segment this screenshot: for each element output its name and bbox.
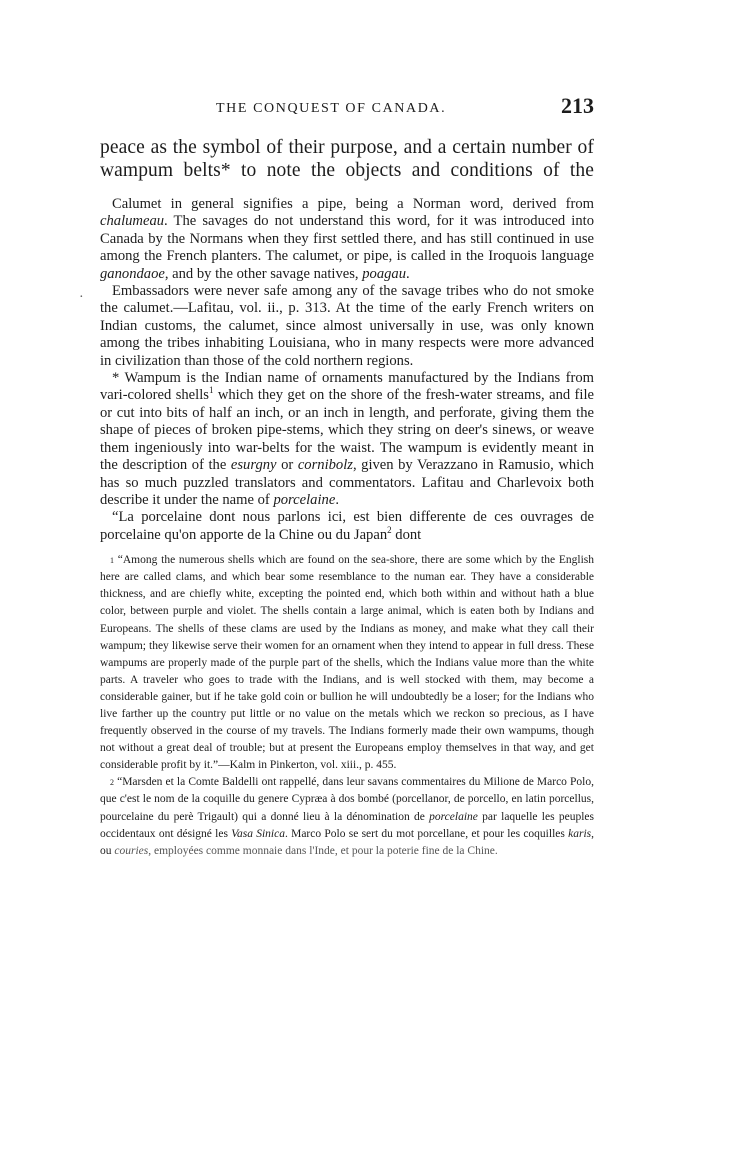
main-text: peace as the symbol of their purpose, and a certain number of wampum belts* to note the objects and conditions of the	[100, 137, 594, 181]
book-page	[100, 92, 594, 860]
footnote-ref-2: 2	[387, 524, 392, 535]
running-title: THE CONQUEST OF CANADA.	[216, 101, 447, 116]
footnote-2: 2 “Marsden et la Comte Baldelli ont rappellé, dans leur savans commentaires du Milione de Marco Polo, que c'est le nom de la coquille du genere Cypræa à dos bombé (porcellanor, de porcello, en latin porcellus, pourcelaine du perè Trigault) qui a donné lieu à la dénomination de porcelaine par laquelle les peuples occidentaux ont désigné les Vasa Sinica. Marco Polo se sert du mot porcellane, et pour les coquilles karis, ou couries, employées comme monnaie dans l'Inde, et pour la poterie fine de la Chine.	[100, 776, 594, 857]
wampum-note: * Wampum is the Indian name of ornaments manufactured by the Indians from vari-colored shells$^1$ which they get on the shore of the fresh-water streams, and file or cut into bits of half an inch, or an inch in length, and perforate, giving them the shape of pieces of broken pipe-stems, which they string on deer's sinews, or weave them ingeniously into war-belts for the waist. The wampum is evidently meant in the description of the esurgny or cornibolz, given by Verazzano in Ramusio, which has so much puzzled translators and commentators. Lafitau and Charlevoix both describe it under the name of porcelaine.	[100, 370, 595, 508]
footnote-1: 1 “Among the numerous shells which are found on the sea-shore, there are some which by the English here are called clams, and which bear some resemblance to the numan ear. They have a considerable thickness, and are chiefly white, excepting the pointed end, which both within and without hath a blue color, between purple and violet. The shells contain a large animal, which is eaten both by Indians and Europeans. The shells of these clams are used by the Indians as money, and make what they call their wampum; they likewise serve their women for an ornament when they intend to appear in full dress. These wampums are properly made of the purple part of the shells, which the Indians value more than the white parts. A traveler who goes to trade with the Indians, and is well stocked with them, may become a considerable gainer, but if he take gold coin or bullion he will undoubtedly be a loser; for the Indians who live farther up the country put little or no value on the metals which we reckon so precious, as I have frequently observed in the course of my travels. The Indians formerly made their own wampums, though not without a great deal of trouble; but at present the Europeans employ themselves in that way, and get considerable profit by it.”—Kalm in Pinkerton, vol. xiii., p. 455.	[100, 554, 594, 772]
embassadors-note: Embassadors were never safe among any of the savage tribes who do not smoke the calumet.—Lafitau, vol. ii., p. 313. At the time of the early French writers on Indian customs, the calumet, since almost universally in use, was only known among the tribes inhabiting Louisiana, who in many respects were more advanced in civilization than those of the cold northern regions.	[100, 283, 594, 369]
calumet-note: Calumet in general signifies a pipe, being a Norman word, derived from chalumeau. The savages do not understand this word, for it was introduced into Canada by the Normans when they first settled there, and has still continued in use among the French planters. The calumet, or pipe, is called in the Iroquois language ganondaoe, and by the other savage natives, poagau.	[100, 196, 594, 282]
porcelaine-quote: “La porcelaine dont nous parlons ici, est bien differente de ces ouvrages de porcelaine qu'on apporte de la Chine ou du Japan$^2$ dont	[100, 509, 594, 543]
footnote-2-marker: 2	[110, 778, 114, 788]
margin-mark: ·	[79, 290, 84, 305]
notes-section	[100, 196, 594, 544]
footnote-1-marker: 1	[110, 556, 114, 566]
footnote-ref-1: 1	[208, 385, 214, 396]
page-number: 213	[561, 93, 594, 118]
page-header	[100, 92, 594, 122]
footnotes	[100, 552, 594, 860]
